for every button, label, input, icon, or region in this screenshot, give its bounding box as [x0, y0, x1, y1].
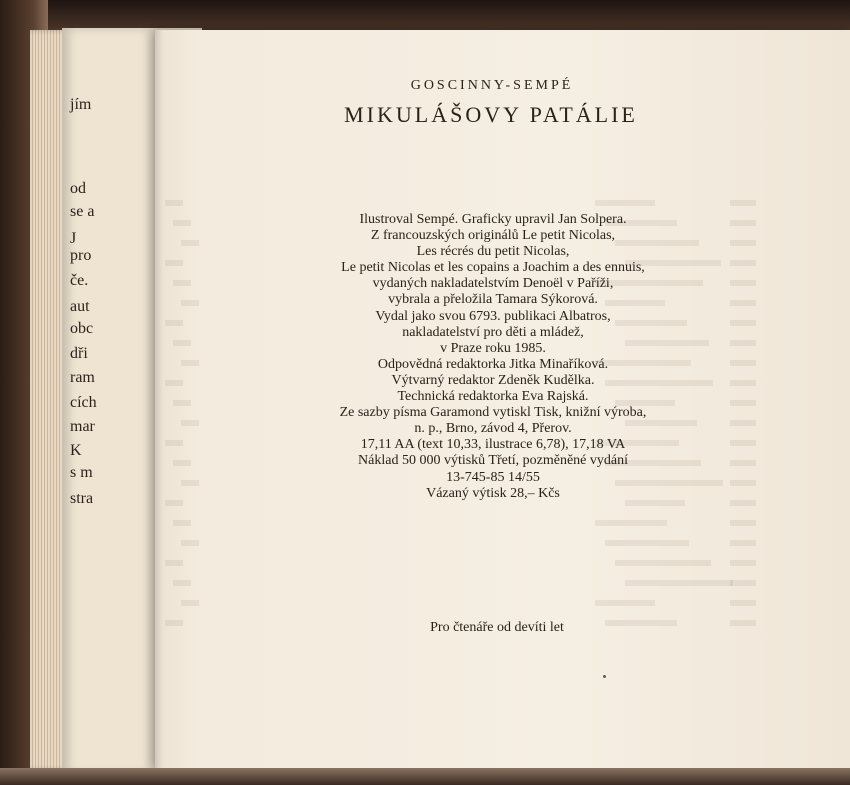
colophon-line: vydaných nakladatelstvím Denoël v Paříži, [372, 276, 614, 292]
background-top [0, 0, 850, 30]
audience-text: Pro čtenáře od devíti let [430, 620, 564, 635]
show-through-mark [165, 200, 183, 206]
colophon-line: Ze sazby písma Garamond vytiskl Tisk, knižní výroba, [339, 405, 647, 421]
colophon-line: Náklad 50 000 výtisků Třetí, pozměněné vydání [358, 453, 628, 469]
show-through-mark [173, 520, 191, 526]
colophon-page [155, 30, 850, 770]
colophon-line: 17,11 AA (text 10,33, ilustrace 6,78), 17,18 VA [360, 437, 626, 453]
show-through-mark [165, 560, 183, 566]
show-through-mark [730, 580, 756, 586]
show-through-mark [595, 520, 667, 526]
show-through-mark [730, 520, 756, 526]
left-page-line: obc [70, 320, 94, 337]
left-page-line: od [70, 180, 86, 197]
author-line [155, 78, 850, 94]
colophon-line: Vydal jako svou 6793. publikaci Albatros, [375, 308, 611, 324]
show-through-mark [730, 540, 756, 546]
colophon-line: Odpovědná redaktorka Jitka Minaříková. [377, 356, 609, 372]
left-page-line: cích [70, 394, 97, 411]
show-through-mark [625, 580, 733, 586]
show-through-mark [181, 600, 199, 606]
colophon-line: v Praze roku 1985. [440, 340, 546, 356]
show-through-mark [615, 560, 711, 566]
colophon-line: Z francouzských originálů Le petit Nicolas, [370, 228, 616, 244]
colophon-line: 13-745-85 14/55 [446, 469, 540, 485]
left-page-line: s m [70, 464, 93, 481]
colophon-line: Vázaný výtisk 28,– Kčs [426, 485, 560, 501]
show-through-mark [595, 200, 655, 206]
colophon-line: n. p., Brno, závod 4, Přerov. [414, 421, 572, 437]
colophon-line: Ilustroval Sempé. Graficky upravil Jan Solpera. [359, 212, 627, 227]
show-through-mark [730, 200, 756, 206]
left-page-line: K [70, 442, 82, 459]
show-through-mark [173, 580, 191, 586]
audience-note [155, 620, 850, 636]
left-page-line: dři [70, 345, 88, 362]
left-page-line: če. [70, 272, 89, 289]
title-text: MIKULÁŠOVY PATÁLIE [344, 102, 638, 127]
show-through-mark [595, 600, 655, 606]
paper-speck [603, 675, 606, 678]
left-page-line: aut [70, 298, 90, 315]
colophon-line: Le petit Nicolas et les copains a Joachim a des ennuis, [341, 260, 645, 276]
left-page-line: mar [70, 418, 95, 435]
book-title [155, 102, 850, 128]
colophon-line: Technická redaktorka Eva Rajská. [397, 389, 589, 405]
colophon-block [155, 212, 850, 502]
left-page-line: stra [70, 490, 94, 507]
colophon-line: vybrala a přeložila Tamara Sýkorová. [388, 292, 598, 308]
left-page-line: J [70, 230, 77, 247]
colophon-line: nakladatelství pro děti a mládež, [402, 324, 584, 340]
colophon-line: Výtvarný redaktor Zdeněk Kudělka. [391, 372, 595, 388]
show-through-mark [605, 540, 689, 546]
left-page-line: ram [70, 369, 95, 386]
colophon-line: Les récrés du petit Nicolas, [416, 244, 570, 260]
background-bottom [0, 768, 850, 785]
show-through-mark [181, 540, 199, 546]
left-page-line: jím [70, 96, 92, 113]
show-through-mark [730, 600, 756, 606]
author-text: GOSCINNY-SEMPÉ [410, 78, 574, 93]
left-page-line: se a [70, 203, 95, 220]
show-through-mark [730, 560, 756, 566]
left-page-line: pro [70, 247, 92, 264]
